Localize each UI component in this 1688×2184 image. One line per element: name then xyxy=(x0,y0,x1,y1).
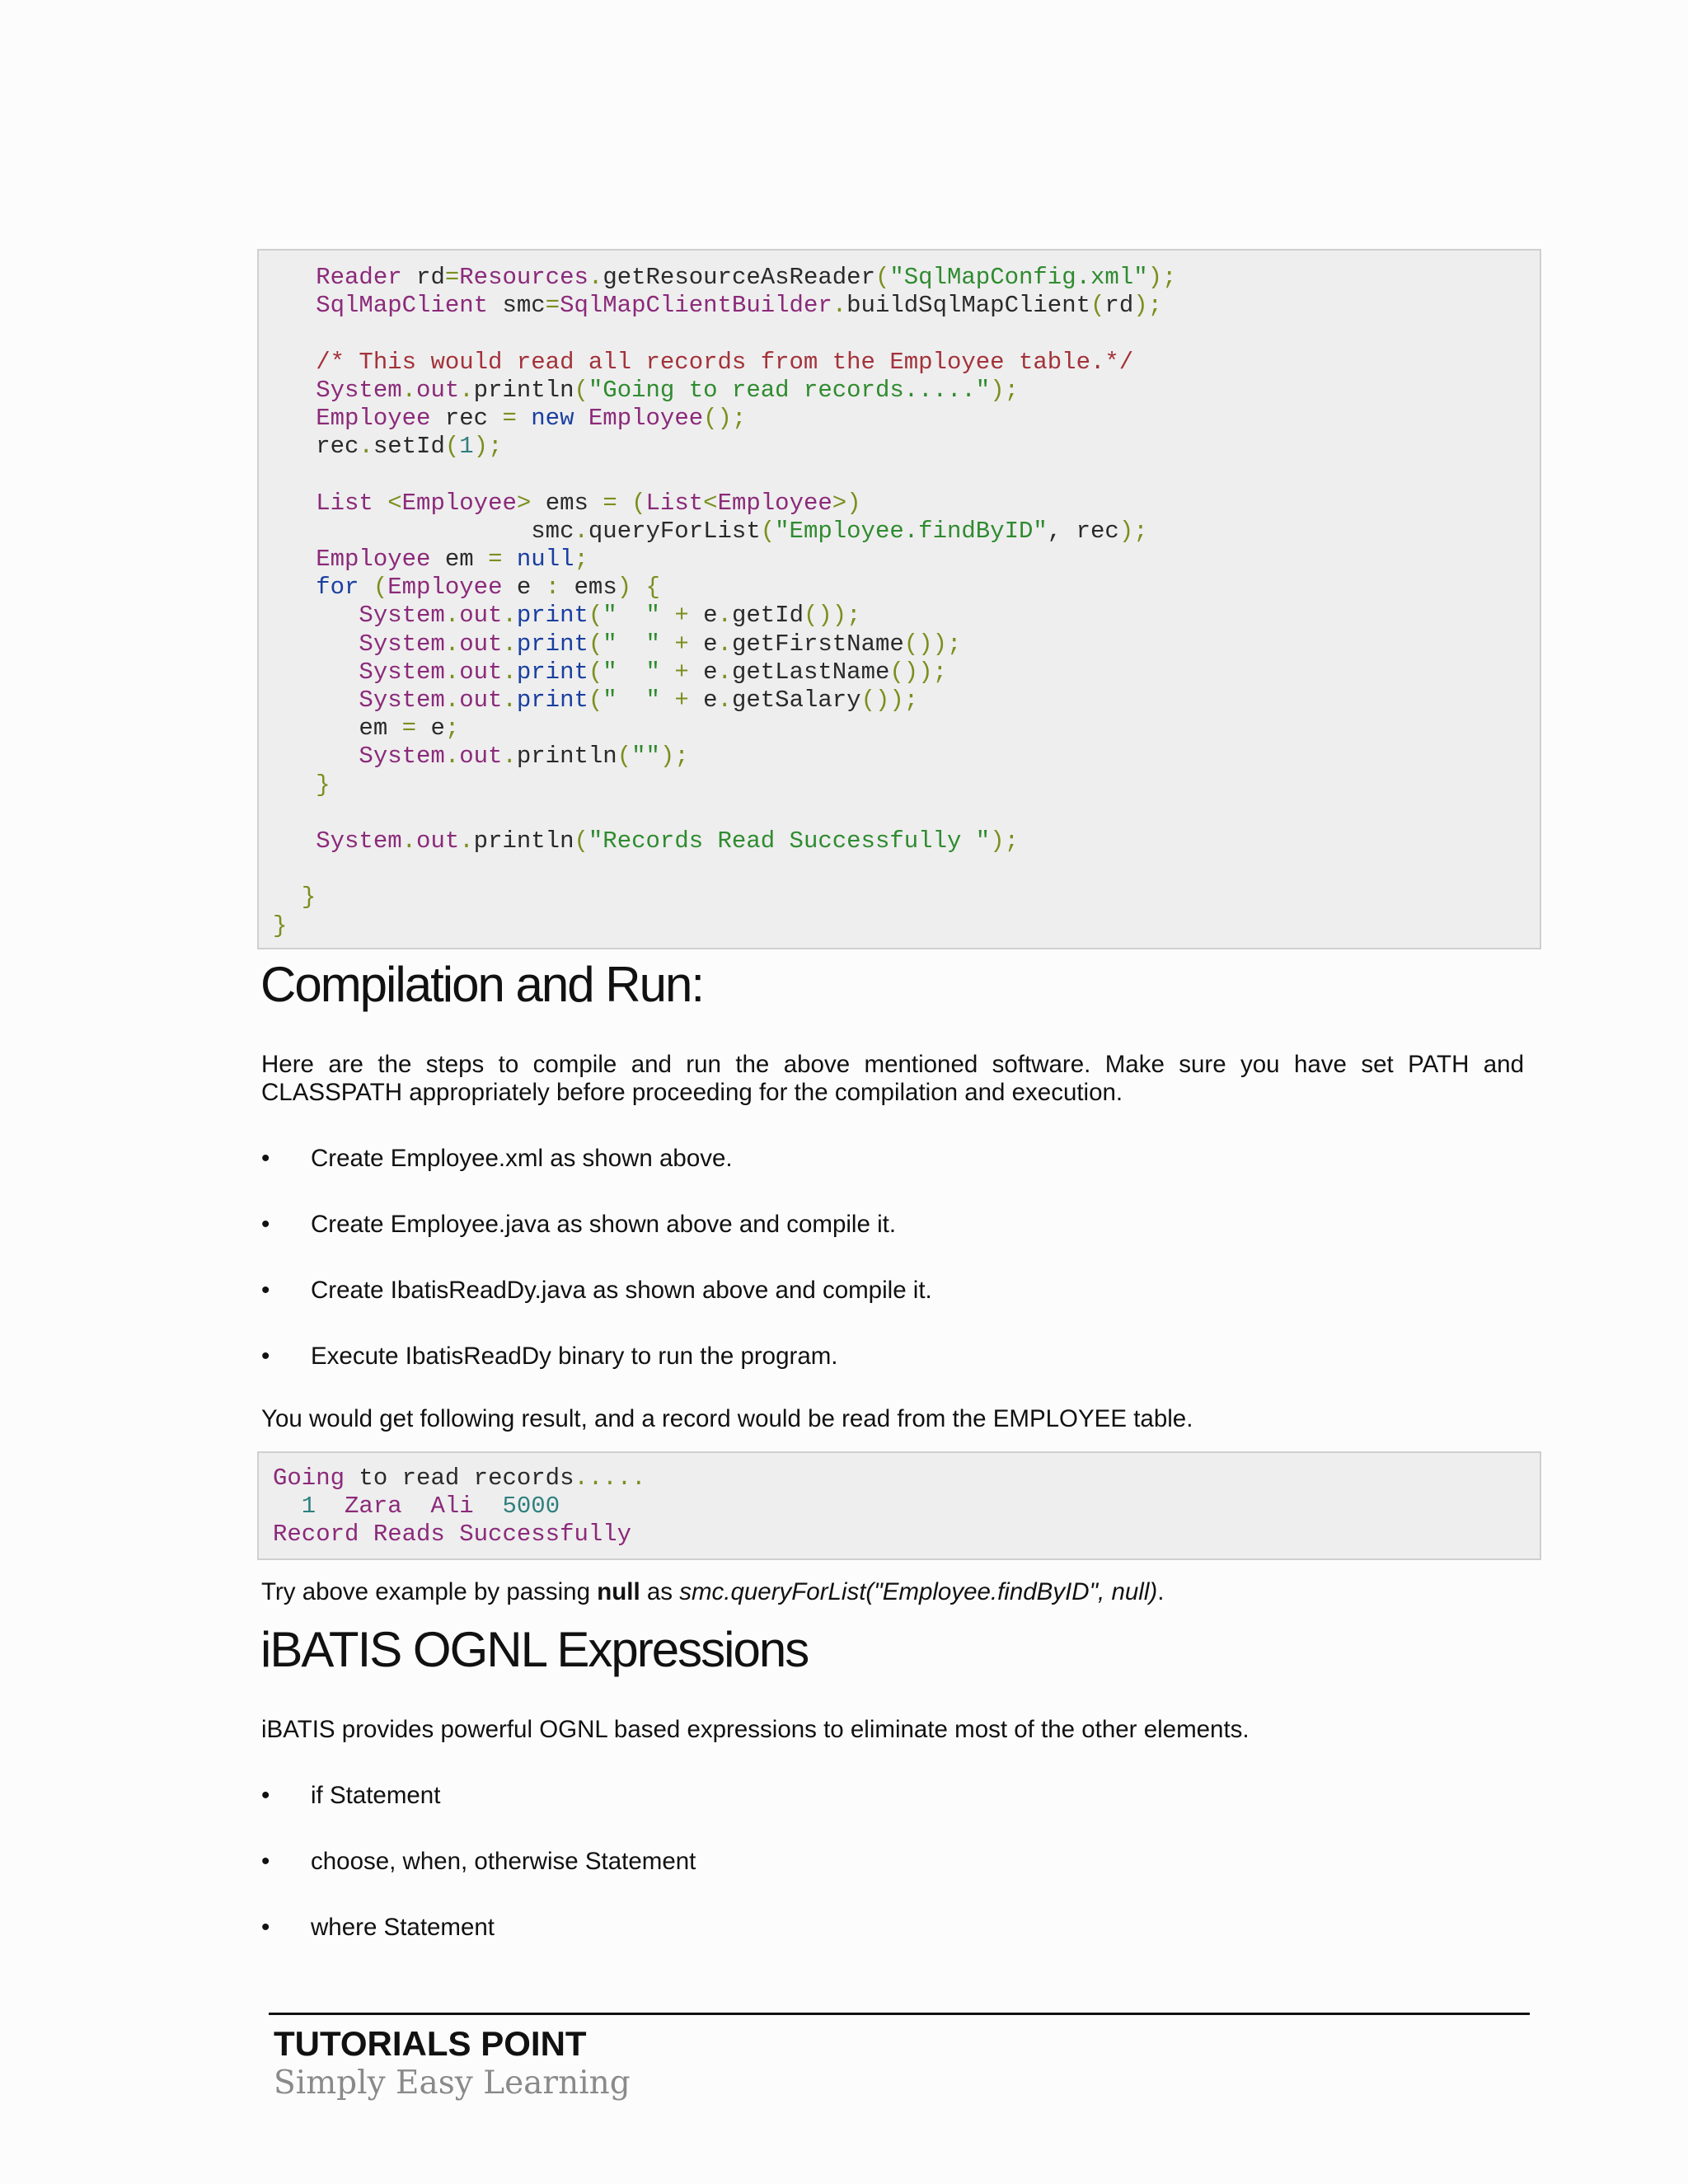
code-listing xyxy=(259,251,1540,940)
bullet-icon: • xyxy=(261,1914,270,1941)
code-line: Employee rec = new Employee(); xyxy=(316,405,747,433)
footer-brand: TUTORIALS POINT xyxy=(274,2024,587,2063)
code-line: for (Employee e : ems) { xyxy=(316,574,660,602)
bullet-icon: • xyxy=(261,1848,270,1875)
code-line: em = e; xyxy=(359,715,460,743)
try-note: Try above example by passing null as smc.queryForList("Employee.findByID", null). xyxy=(261,1578,1165,1605)
result-description: You would get following result, and a record would be read from the EMPLOYEE table. xyxy=(261,1405,1193,1432)
ognl-intro: iBATIS provides powerful OGNL based expressions to eliminate most of the other elements. xyxy=(261,1716,1250,1743)
code-line: System.out.print(" " + e.getSalary()); xyxy=(359,687,919,715)
code-block-output xyxy=(257,1451,1541,1560)
code-line: } xyxy=(316,771,331,799)
code-line: System.out.print(" " + e.getId()); xyxy=(359,602,861,630)
code-line: System.out.println("Going to read records....."); xyxy=(316,376,1019,404)
section-heading-ognl: iBATIS OGNL Expressions xyxy=(260,1622,809,1677)
section-heading-compilation: Compilation and Run: xyxy=(260,957,704,1012)
code-line: SqlMapClient smc=SqlMapClientBuilder.buildSqlMapClient(rd); xyxy=(316,292,1163,320)
code-line: Reader rd=Resources.getResourceAsReader("SqlMapConfig.xml"); xyxy=(316,264,1177,291)
null-keyword: null xyxy=(597,1578,640,1605)
code-line: 1 Zara Ali 5000 xyxy=(273,1493,560,1521)
code-line: Record Reads Successfully xyxy=(273,1521,632,1549)
bullet-icon: • xyxy=(261,1145,270,1172)
code-block-main xyxy=(257,249,1541,949)
compilation-intro: Here are the steps to compile and run the above mentioned software. Make sure you have set PATH and CLASSPATH appropriately before proceeding for the compilation and execution. xyxy=(261,1051,1524,1106)
bullet-icon: • xyxy=(261,1211,270,1238)
footer-tagline: Simply Easy Learning xyxy=(274,2064,631,2102)
code-line: System.out.println(""); xyxy=(359,743,689,771)
code-line: smc.queryForList("Employee.findByID", rec); xyxy=(531,517,1148,545)
bullet-icon: • xyxy=(261,1343,270,1370)
code-line: rec.setId(1); xyxy=(316,433,503,461)
code-line: } xyxy=(273,912,288,940)
method-call-reference: smc.queryForList("Employee.findByID", null) xyxy=(679,1578,1158,1605)
code-line: System.out.print(" " + e.getFirstName()); xyxy=(359,630,962,658)
code-line: List <Employee> ems = (List<Employee>) xyxy=(316,489,861,517)
program-output xyxy=(259,1453,1540,1549)
code-line: Employee em = null; xyxy=(316,546,588,574)
bullet-icon: • xyxy=(261,1277,270,1304)
code-line: System.out.println("Records Read Successfully "); xyxy=(316,827,1019,855)
code-line: Going to read records..... xyxy=(273,1465,646,1492)
code-line: System.out.print(" " + e.getLastName()); xyxy=(359,658,948,686)
bullet-icon: • xyxy=(261,1782,270,1809)
footer-divider xyxy=(269,2013,1530,2015)
code-line: } xyxy=(301,883,316,912)
code-line: /* This would read all records from the Employee table.*/ xyxy=(316,348,1134,376)
